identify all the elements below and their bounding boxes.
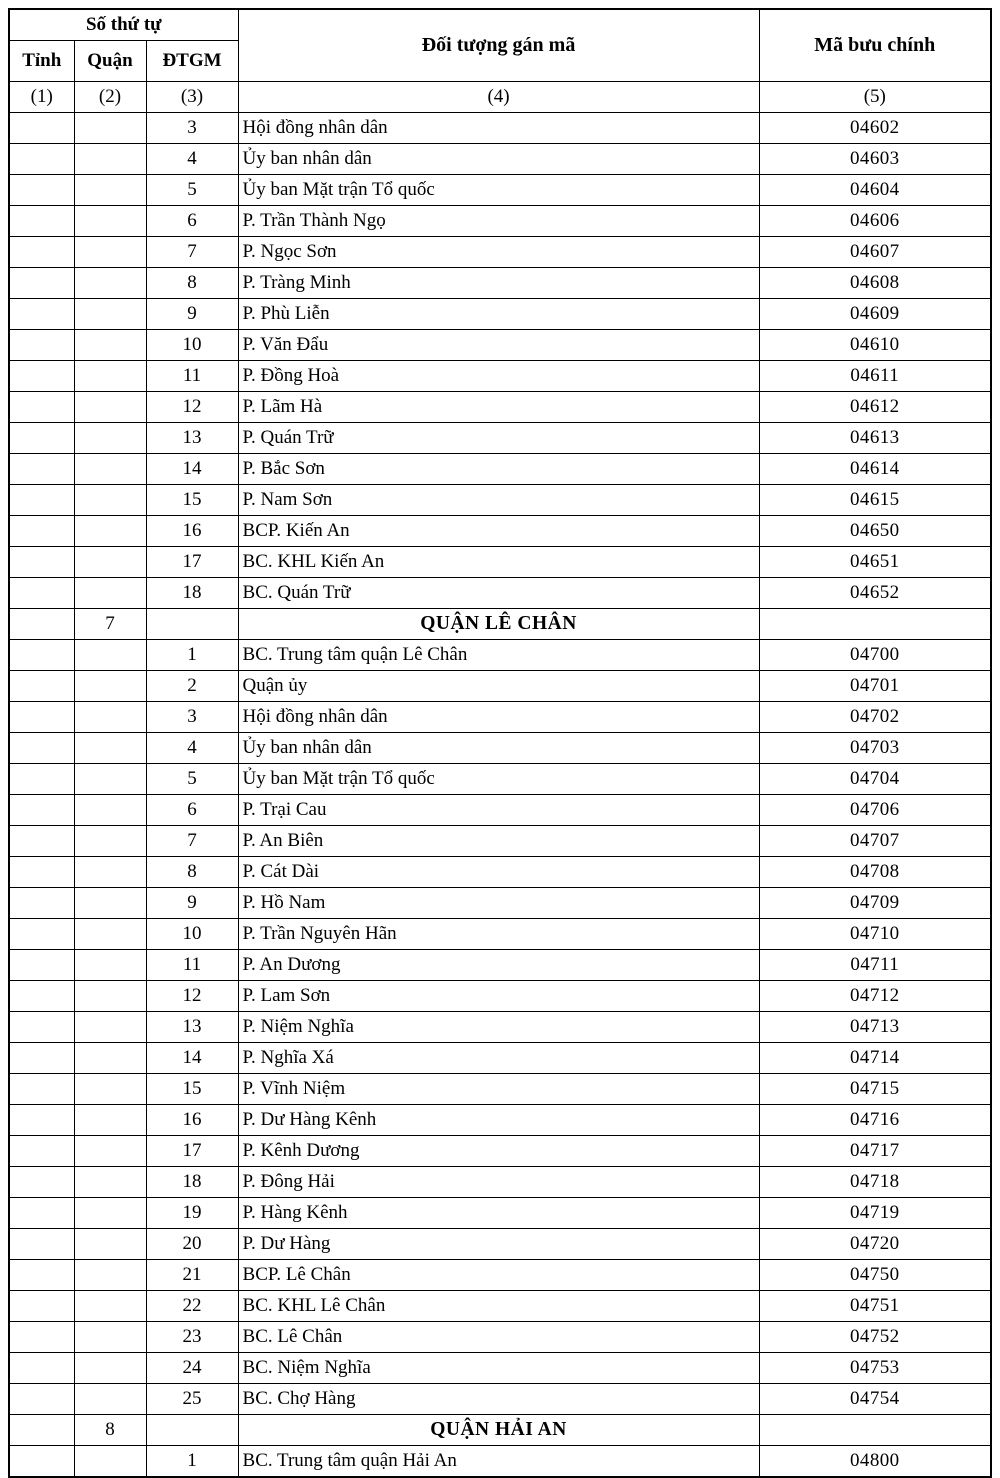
- cell-dtgm: 22: [146, 1291, 238, 1322]
- cell-tinh: [9, 392, 74, 423]
- cell-quan: [74, 1322, 146, 1353]
- cell-tinh: [9, 299, 74, 330]
- cell-postal-code: 04609: [759, 299, 991, 330]
- cell-postal-code: 04610: [759, 330, 991, 361]
- cell-object: Ủy ban Mặt trận Tổ quốc: [238, 175, 759, 206]
- cell-quan: [74, 888, 146, 919]
- table-row: [9, 764, 991, 795]
- table-row: [9, 1136, 991, 1167]
- cell-dtgm: 20: [146, 1229, 238, 1260]
- cell-object: P. Nghĩa Xá: [238, 1043, 759, 1074]
- header-number-5: (5): [759, 82, 991, 113]
- cell-quan: [74, 1260, 146, 1291]
- cell-tinh: [9, 1167, 74, 1198]
- cell-dtgm: 9: [146, 888, 238, 919]
- cell-object: P. Ngọc Sơn: [238, 237, 759, 268]
- table-row: [9, 795, 991, 826]
- cell-object: P. Đồng Hoà: [238, 361, 759, 392]
- cell-postal-code: 04702: [759, 702, 991, 733]
- cell-object: P. Bắc Sơn: [238, 454, 759, 485]
- cell-tinh: [9, 1446, 74, 1478]
- cell-quan: [74, 1136, 146, 1167]
- header-doi-tuong-gan-ma: Đối tượng gán mã: [238, 9, 759, 82]
- cell-dtgm: 17: [146, 1136, 238, 1167]
- cell-postal-code: 04800: [759, 1446, 991, 1478]
- cell-object: P. Văn Đẩu: [238, 330, 759, 361]
- cell-quan: [74, 1446, 146, 1478]
- table-row: [9, 733, 991, 764]
- cell-dtgm: 9: [146, 299, 238, 330]
- cell-tinh: [9, 609, 74, 640]
- table-row: [9, 640, 991, 671]
- cell-object: Hội đồng nhân dân: [238, 702, 759, 733]
- table-body: [9, 113, 991, 1478]
- cell-object: BC. KHL Lê Chân: [238, 1291, 759, 1322]
- cell-tinh: [9, 206, 74, 237]
- cell-dtgm: 13: [146, 1012, 238, 1043]
- cell-quan: [74, 640, 146, 671]
- cell-dtgm: 11: [146, 950, 238, 981]
- cell-dtgm: 17: [146, 547, 238, 578]
- cell-quan: [74, 578, 146, 609]
- header-number-4: (4): [238, 82, 759, 113]
- cell-postal-code: 04712: [759, 981, 991, 1012]
- cell-postal-code: 04651: [759, 547, 991, 578]
- cell-tinh: [9, 1012, 74, 1043]
- cell-object: Quận ủy: [238, 671, 759, 702]
- cell-object: Ủy ban nhân dân: [238, 144, 759, 175]
- cell-dtgm: 12: [146, 392, 238, 423]
- cell-dtgm: 16: [146, 1105, 238, 1136]
- cell-dtgm: 24: [146, 1353, 238, 1384]
- cell-tinh: [9, 1291, 74, 1322]
- cell-object: P. Trại Cau: [238, 795, 759, 826]
- cell-dtgm: 8: [146, 268, 238, 299]
- table-row: [9, 113, 991, 144]
- cell-quan: [74, 1043, 146, 1074]
- cell-dtgm: 6: [146, 795, 238, 826]
- cell-quan: [74, 1012, 146, 1043]
- cell-postal-code: 04719: [759, 1198, 991, 1229]
- cell-tinh: [9, 1229, 74, 1260]
- cell-district-name: QUẬN HẢI AN: [238, 1415, 759, 1446]
- cell-quan: [74, 919, 146, 950]
- cell-dtgm: 23: [146, 1322, 238, 1353]
- cell-tinh: [9, 454, 74, 485]
- cell-dtgm: 15: [146, 485, 238, 516]
- cell-dtgm: 16: [146, 516, 238, 547]
- cell-quan: [74, 113, 146, 144]
- table-row: [9, 671, 991, 702]
- cell-postal-code: 04700: [759, 640, 991, 671]
- cell-object: P. An Biên: [238, 826, 759, 857]
- cell-quan: [74, 268, 146, 299]
- cell-object: BC. Lê Chân: [238, 1322, 759, 1353]
- cell-quan: [74, 1167, 146, 1198]
- table-row: [9, 1291, 991, 1322]
- cell-dtgm: 21: [146, 1260, 238, 1291]
- table-row: [9, 485, 991, 516]
- cell-dtgm: [146, 1415, 238, 1446]
- cell-postal-code: 04706: [759, 795, 991, 826]
- header-number-2: (2): [74, 82, 146, 113]
- cell-quan: [74, 485, 146, 516]
- cell-object: BC. Trung tâm quận Hải An: [238, 1446, 759, 1478]
- cell-object: P. Phù Liễn: [238, 299, 759, 330]
- cell-tinh: [9, 113, 74, 144]
- table-row: [9, 1229, 991, 1260]
- cell-dtgm: 6: [146, 206, 238, 237]
- cell-object: BC. Chợ Hàng: [238, 1384, 759, 1415]
- cell-tinh: [9, 330, 74, 361]
- cell-postal-code: 04606: [759, 206, 991, 237]
- cell-tinh: [9, 423, 74, 454]
- header-row-group: [9, 9, 991, 41]
- cell-quan: [74, 175, 146, 206]
- cell-postal-code: 04717: [759, 1136, 991, 1167]
- cell-tinh: [9, 1415, 74, 1446]
- cell-dtgm: 3: [146, 702, 238, 733]
- table-row: [9, 578, 991, 609]
- cell-quan: [74, 206, 146, 237]
- cell-object: P. Cát Dài: [238, 857, 759, 888]
- cell-tinh: [9, 1384, 74, 1415]
- cell-dtgm: 18: [146, 1167, 238, 1198]
- cell-object: P. Niệm Nghĩa: [238, 1012, 759, 1043]
- cell-object: BC. Quán Trữ: [238, 578, 759, 609]
- table-row: [9, 1260, 991, 1291]
- cell-postal-code: 04604: [759, 175, 991, 206]
- cell-dtgm: 10: [146, 330, 238, 361]
- cell-postal-code: 04754: [759, 1384, 991, 1415]
- table-row: [9, 888, 991, 919]
- table-row: [9, 826, 991, 857]
- cell-postal-code: 04704: [759, 764, 991, 795]
- table-row: [9, 1012, 991, 1043]
- cell-quan: [74, 330, 146, 361]
- cell-postal-code: 04615: [759, 485, 991, 516]
- table-row: [9, 547, 991, 578]
- cell-object: P. Lam Sơn: [238, 981, 759, 1012]
- cell-object: P. Hàng Kênh: [238, 1198, 759, 1229]
- table-row: [9, 1322, 991, 1353]
- cell-tinh: [9, 1043, 74, 1074]
- cell-postal-code: 04713: [759, 1012, 991, 1043]
- cell-quan: 7: [74, 609, 146, 640]
- table-row: [9, 1167, 991, 1198]
- cell-tinh: [9, 1322, 74, 1353]
- cell-quan: [74, 423, 146, 454]
- table-row: [9, 299, 991, 330]
- cell-postal-code: 04716: [759, 1105, 991, 1136]
- cell-dtgm: 15: [146, 1074, 238, 1105]
- cell-postal-code: 04603: [759, 144, 991, 175]
- cell-quan: [74, 671, 146, 702]
- cell-object: BCP. Lê Chân: [238, 1260, 759, 1291]
- cell-tinh: [9, 516, 74, 547]
- cell-dtgm: 12: [146, 981, 238, 1012]
- cell-postal-code: 04611: [759, 361, 991, 392]
- cell-tinh: [9, 795, 74, 826]
- table-row: [9, 1384, 991, 1415]
- cell-postal-code: 04608: [759, 268, 991, 299]
- cell-postal-code: 04714: [759, 1043, 991, 1074]
- cell-tinh: [9, 175, 74, 206]
- cell-object: P. Vĩnh Niệm: [238, 1074, 759, 1105]
- cell-dtgm: 2: [146, 671, 238, 702]
- table-row: [9, 144, 991, 175]
- table-row: [9, 361, 991, 392]
- cell-object: P. Đông Hải: [238, 1167, 759, 1198]
- cell-postal-code: 04709: [759, 888, 991, 919]
- cell-dtgm: 10: [146, 919, 238, 950]
- table-row: [9, 268, 991, 299]
- cell-dtgm: 1: [146, 640, 238, 671]
- cell-dtgm: 25: [146, 1384, 238, 1415]
- header-number-3: (3): [146, 82, 238, 113]
- cell-object: P. Hồ Nam: [238, 888, 759, 919]
- cell-quan: [74, 1229, 146, 1260]
- cell-postal-code: 04613: [759, 423, 991, 454]
- cell-dtgm: 3: [146, 113, 238, 144]
- table-section-row: [9, 609, 991, 640]
- cell-quan: [74, 702, 146, 733]
- table-row: [9, 175, 991, 206]
- cell-dtgm: 7: [146, 237, 238, 268]
- cell-tinh: [9, 361, 74, 392]
- cell-tinh: [9, 1198, 74, 1229]
- table-row: [9, 330, 991, 361]
- table-row: [9, 1074, 991, 1105]
- cell-tinh: [9, 857, 74, 888]
- cell-postal-code: [759, 1415, 991, 1446]
- cell-quan: [74, 361, 146, 392]
- cell-quan: [74, 1384, 146, 1415]
- table-row: [9, 206, 991, 237]
- header-row-numbering: [9, 82, 991, 113]
- cell-quan: [74, 795, 146, 826]
- table-row: [9, 237, 991, 268]
- cell-tinh: [9, 733, 74, 764]
- cell-dtgm: 14: [146, 454, 238, 485]
- header-ma-buu-chinh: Mã bưu chính: [759, 9, 991, 82]
- cell-quan: [74, 144, 146, 175]
- header-quan: Quận: [74, 41, 146, 82]
- cell-postal-code: 04720: [759, 1229, 991, 1260]
- cell-object: Ủy ban nhân dân: [238, 733, 759, 764]
- cell-quan: [74, 981, 146, 1012]
- cell-quan: [74, 1353, 146, 1384]
- cell-dtgm: 1: [146, 1446, 238, 1478]
- cell-postal-code: 04701: [759, 671, 991, 702]
- table-row: [9, 1446, 991, 1478]
- header-tinh: Tỉnh: [9, 41, 74, 82]
- cell-object: BC. Niệm Nghĩa: [238, 1353, 759, 1384]
- table-row: [9, 981, 991, 1012]
- table-row: [9, 1353, 991, 1384]
- cell-tinh: [9, 547, 74, 578]
- cell-tinh: [9, 1105, 74, 1136]
- cell-quan: [74, 733, 146, 764]
- table-row: [9, 1105, 991, 1136]
- cell-dtgm: 18: [146, 578, 238, 609]
- cell-quan: [74, 516, 146, 547]
- cell-quan: [74, 237, 146, 268]
- cell-postal-code: 04710: [759, 919, 991, 950]
- cell-object: P. Dư Hàng: [238, 1229, 759, 1260]
- table-row: [9, 423, 991, 454]
- cell-object: P. Trần Thành Ngọ: [238, 206, 759, 237]
- cell-object: P. Nam Sơn: [238, 485, 759, 516]
- cell-object: Hội đồng nhân dân: [238, 113, 759, 144]
- cell-quan: [74, 1105, 146, 1136]
- cell-quan: [74, 1198, 146, 1229]
- cell-object: P. Trần Nguyên Hãn: [238, 919, 759, 950]
- cell-tinh: [9, 578, 74, 609]
- table-row: [9, 919, 991, 950]
- cell-postal-code: 04711: [759, 950, 991, 981]
- cell-quan: [74, 454, 146, 485]
- cell-quan: [74, 857, 146, 888]
- cell-object: P. Lãm Hà: [238, 392, 759, 423]
- cell-object: P. Tràng Minh: [238, 268, 759, 299]
- cell-tinh: [9, 1260, 74, 1291]
- cell-tinh: [9, 826, 74, 857]
- cell-postal-code: 04650: [759, 516, 991, 547]
- cell-object: BC. KHL Kiến An: [238, 547, 759, 578]
- cell-postal-code: 04753: [759, 1353, 991, 1384]
- cell-dtgm: 5: [146, 764, 238, 795]
- cell-dtgm: 13: [146, 423, 238, 454]
- cell-dtgm: 11: [146, 361, 238, 392]
- table-row: [9, 1043, 991, 1074]
- cell-postal-code: 04612: [759, 392, 991, 423]
- cell-tinh: [9, 485, 74, 516]
- cell-dtgm: 14: [146, 1043, 238, 1074]
- cell-postal-code: 04652: [759, 578, 991, 609]
- cell-quan: [74, 392, 146, 423]
- table-section-row: [9, 1415, 991, 1446]
- cell-quan: [74, 764, 146, 795]
- header-number-1: (1): [9, 82, 74, 113]
- cell-tinh: [9, 919, 74, 950]
- cell-postal-code: 04707: [759, 826, 991, 857]
- cell-postal-code: 04715: [759, 1074, 991, 1105]
- header-so-thu-tu: Số thứ tự: [9, 9, 238, 41]
- cell-object: P. An Dương: [238, 950, 759, 981]
- table-row: [9, 950, 991, 981]
- cell-quan: [74, 547, 146, 578]
- cell-tinh: [9, 702, 74, 733]
- cell-quan: [74, 826, 146, 857]
- cell-dtgm: 8: [146, 857, 238, 888]
- cell-dtgm: 5: [146, 175, 238, 206]
- cell-tinh: [9, 640, 74, 671]
- cell-dtgm: 4: [146, 733, 238, 764]
- cell-postal-code: 04708: [759, 857, 991, 888]
- postal-code-table: [8, 8, 992, 1478]
- cell-tinh: [9, 268, 74, 299]
- cell-object: Ủy ban Mặt trận Tổ quốc: [238, 764, 759, 795]
- cell-district-name: QUẬN LÊ CHÂN: [238, 609, 759, 640]
- cell-object: P. Dư Hàng Kênh: [238, 1105, 759, 1136]
- cell-dtgm: 19: [146, 1198, 238, 1229]
- cell-tinh: [9, 237, 74, 268]
- cell-tinh: [9, 1136, 74, 1167]
- cell-tinh: [9, 950, 74, 981]
- cell-postal-code: 04607: [759, 237, 991, 268]
- table-row: [9, 702, 991, 733]
- cell-postal-code: 04752: [759, 1322, 991, 1353]
- table-row: [9, 1198, 991, 1229]
- table-header: [9, 9, 991, 113]
- cell-quan: [74, 1074, 146, 1105]
- cell-object: BCP. Kiến An: [238, 516, 759, 547]
- cell-dtgm: [146, 609, 238, 640]
- cell-quan: [74, 299, 146, 330]
- cell-tinh: [9, 1353, 74, 1384]
- cell-postal-code: [759, 609, 991, 640]
- cell-quan: [74, 950, 146, 981]
- cell-postal-code: 04614: [759, 454, 991, 485]
- cell-tinh: [9, 981, 74, 1012]
- cell-postal-code: 04602: [759, 113, 991, 144]
- cell-object: P. Kênh Dương: [238, 1136, 759, 1167]
- cell-object: BC. Trung tâm quận Lê Chân: [238, 640, 759, 671]
- cell-tinh: [9, 144, 74, 175]
- cell-tinh: [9, 671, 74, 702]
- cell-tinh: [9, 1074, 74, 1105]
- cell-object: P. Quán Trữ: [238, 423, 759, 454]
- cell-quan: 8: [74, 1415, 146, 1446]
- cell-postal-code: 04750: [759, 1260, 991, 1291]
- table-row: [9, 857, 991, 888]
- cell-postal-code: 04751: [759, 1291, 991, 1322]
- table-row: [9, 454, 991, 485]
- cell-postal-code: 04718: [759, 1167, 991, 1198]
- header-dtgm: ĐTGM: [146, 41, 238, 82]
- cell-dtgm: 4: [146, 144, 238, 175]
- table-row: [9, 516, 991, 547]
- table-row: [9, 392, 991, 423]
- cell-postal-code: 04703: [759, 733, 991, 764]
- cell-tinh: [9, 764, 74, 795]
- cell-dtgm: 7: [146, 826, 238, 857]
- cell-quan: [74, 1291, 146, 1322]
- cell-tinh: [9, 888, 74, 919]
